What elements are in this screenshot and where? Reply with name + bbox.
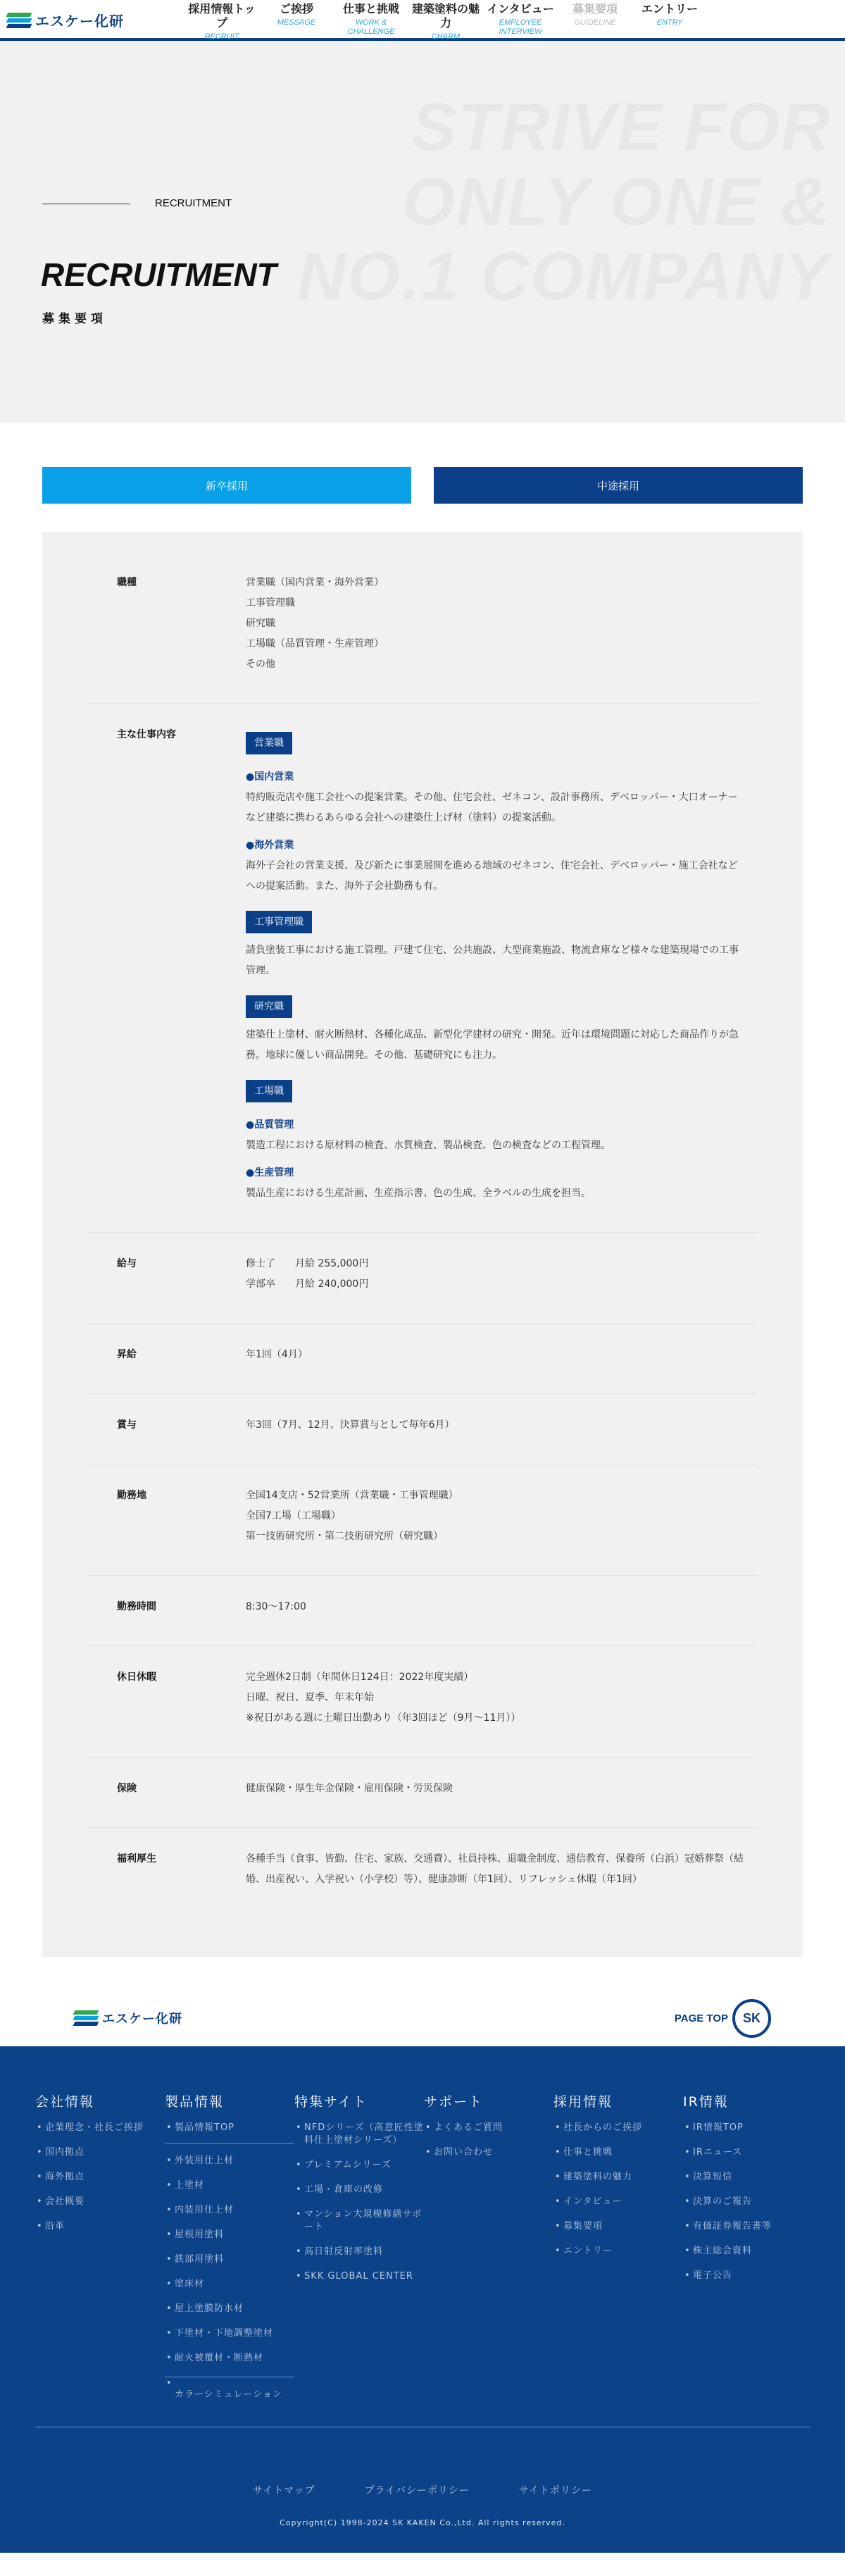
row-label: 主な仕事内容	[117, 729, 176, 740]
nav-recruit-top[interactable]: 採用情報トップ RECRUIT	[188, 4, 256, 41]
nav-message[interactable]: ご挨拶 MESSAGE	[277, 4, 316, 27]
row-value: 全国14支店・52営業所（営業職・工事管理職） 全国7工場（工場職） 第一技術研究所・第二技術研究所（研究職）	[246, 1490, 458, 1542]
site-policy-link[interactable]: サイトポリシー	[518, 2485, 592, 2496]
footer-link[interactable]: • 屋根用塗料	[165, 2229, 294, 2241]
row-label: 昇給	[117, 1349, 137, 1360]
row-bonus	[87, 1394, 758, 1464]
footer-link[interactable]: • SKK GLOBAL CENTER	[294, 2270, 424, 2283]
footer-link[interactable]: • 社長からのご挨拶	[553, 2122, 683, 2134]
subhead-production: ●生産管理	[246, 1167, 294, 1178]
sitemap-link[interactable]: サイトマップ	[253, 2485, 315, 2496]
footer-link[interactable]: • 募集要項	[553, 2220, 683, 2233]
footer-link[interactable]: • よくあるご質問	[424, 2122, 553, 2134]
footer-link[interactable]: • エントリー	[553, 2245, 683, 2258]
page-subtitle: 募集要項	[42, 312, 107, 326]
row-label: 勤務時間	[117, 1601, 156, 1612]
footer-link[interactable]: • 高日射反射率塗料	[294, 2246, 424, 2258]
row-salary	[87, 1233, 758, 1324]
tag-research: 研究職	[246, 995, 292, 1018]
privacy-policy-link[interactable]: プライバシーポリシー	[364, 2485, 470, 2496]
row-value: 各種手当（食事、皆勤、住宅、家族、交通費）、社員持株、退職金制度、通信教育、保養所（白浜）冠婚葬祭（結婚、出産祝い、入学祝い（小学校）等）、健康診断（年1回）、リフレッシュ休暇（年1回）	[246, 1853, 744, 1885]
site-header	[0, 0, 845, 41]
nav-work-challenge[interactable]: 仕事と挑戦 WORK & CHALLENGE	[342, 4, 399, 36]
footer-col-company: 会社情報 • 企業理念・社長ご挨拶 • 国内拠点 • 海外拠点 • 会社概要 • 沿革	[35, 2091, 165, 2413]
row-value: 健康保険・厚生年金保険・雇用保険・労災保険	[246, 1783, 453, 1794]
footer-link[interactable]: • 鉄部用塗料	[165, 2253, 294, 2266]
row-label: 保険	[117, 1783, 137, 1794]
row-value: 修士了 月給 255,000円 学部卒 月給 240,000円	[246, 1258, 369, 1290]
footer-link[interactable]: • 上塗材	[165, 2179, 294, 2192]
footer-link[interactable]: • マンション大規模修繕サポート	[294, 2208, 424, 2234]
footer-link[interactable]: • IRニュース	[683, 2146, 813, 2159]
footer-col-ir: IR情報 • IR情報TOP • IRニュース • 決算短信 • 決算のご報告 • 有価証券報告書等 • 株主総会資料 • 電子公告	[683, 2091, 813, 2413]
footer-link[interactable]: • 国内拠点	[35, 2146, 165, 2159]
footer-link[interactable]: • インタビュー	[553, 2196, 683, 2208]
hero-background-text: STRIVE FOR ONLY ONE & NO.1 COMPANY	[296, 89, 831, 314]
copyright: Copyright(C) 1998-2024 SK KAKEN Co.,Ltd. All rights reserved.	[280, 2518, 565, 2527]
footer-link[interactable]: • 決算のご報告	[683, 2196, 813, 2208]
footer-link[interactable]: • 会社概要	[35, 2196, 165, 2208]
site-footer	[0, 2046, 845, 2553]
row-label: 賞与	[117, 1419, 137, 1431]
row-duties	[87, 704, 758, 1233]
row-welfare	[87, 1828, 758, 1918]
page-top-icon: SK	[732, 1999, 771, 2038]
nav-interview[interactable]: インタビュー EMPLOYEE INTERVIEW	[487, 4, 554, 36]
footer-link[interactable]: • IR情報TOP	[683, 2122, 813, 2134]
footer-link[interactable]: • 屋上塗膜防水材	[165, 2303, 294, 2315]
row-value: 8:30〜17:00	[246, 1601, 306, 1612]
footer-link[interactable]: • 電子公告	[683, 2270, 813, 2282]
sk-logo-icon	[74, 2010, 98, 2026]
requirements-table	[42, 532, 803, 1957]
row-insurance	[87, 1757, 758, 1828]
row-job-type	[87, 566, 758, 704]
subhead-overseas-sales: ●海外営業	[246, 840, 294, 851]
footer-link[interactable]: • 外装用仕上材	[165, 2155, 294, 2167]
footer-bottom-links	[0, 2483, 845, 2497]
row-value: 年3回（7月、12月、決算賞与として毎年6月）	[246, 1419, 455, 1431]
tag-factory: 工場職	[246, 1080, 292, 1102]
page-title: RECRUITMENT	[41, 256, 277, 293]
footer-link[interactable]: • NFDシリーズ（高意匠性塗料仕上塗材シリーズ）	[294, 2122, 424, 2147]
footer-link[interactable]: • プレミアムシリーズ	[294, 2159, 424, 2172]
hero-eyebrow: RECRUITMENT	[155, 197, 232, 209]
logo-text: エスケー化研	[35, 13, 124, 30]
row-holidays	[87, 1646, 758, 1757]
row-value: 年1回（4月）	[246, 1349, 308, 1360]
footer-link[interactable]: • 耐火被覆材・断熱材	[165, 2352, 294, 2365]
footer-link[interactable]: • 決算短信	[683, 2171, 813, 2184]
row-value: 営業職 ●国内営業 特約販売店や施工会社への提案営業。その他、住宅会社、ゼネコン、設計事務所、デベロッパー・大口オーナーなど建築に携わるあらゆる会社への建築仕上げ材（塗料）の提案活動。 ●海外営業 海外子会社の営業支援、及び新たに事業展開を進める地域のゼネコン、住宅会社、デベロッパー・施工会社などへの提案活動。また、海外子会社勤務も有。 工事管理職 請負塗装工事における施工管理。戸建て住宅、公共施設、大型商業施設、物流倉庫など様々な建築現場での工事管理。 研究職 建築仕上塗材、耐火断熱材、各種化成品、新型化学建材の研究・開発。近年は環境問題に対応した商品作りが急務。地球に優しい商品開発。その他、基礎研究にも注力。 工場職 ●品質管理 製造工程における原材料の検査、水質検査、製品検査、色の検査などの工程管理。 ●生産管理 製品生産における生産計画、生産指示書、色の生成、全ラベルの生成を担当。	[246, 725, 758, 1204]
footer-link[interactable]: • 下塗材・下地調整塗材	[165, 2327, 294, 2340]
footer-link[interactable]: • 沿革	[35, 2220, 165, 2233]
row-hours	[87, 1576, 758, 1646]
row-label: 福利厚生	[117, 1853, 156, 1865]
tag-construction: 工事管理職	[246, 911, 312, 933]
footer-col-features: 特集サイト • NFDシリーズ（高意匠性塗料仕上塗材シリーズ） • プレミアムシリーズ • 工場・倉庫の改修 • マンション大規模修繕サポート • 高日射反射率塗料 • SKK GLOBAL CENTER	[294, 2091, 424, 2413]
company-logo[interactable]	[7, 10, 124, 30]
footer-link[interactable]: • 内装用仕上材	[165, 2204, 294, 2217]
hero-section	[0, 41, 845, 423]
footer-link[interactable]: • 工場・倉庫の改修	[294, 2184, 424, 2196]
footer-link[interactable]: • お問い合わせ	[424, 2146, 553, 2159]
subhead-domestic-sales: ●国内営業	[246, 771, 294, 783]
tag-sales: 営業職	[246, 732, 292, 754]
row-label: 休日休暇	[117, 1672, 156, 1683]
sk-logo-icon	[7, 13, 31, 28]
row-raise	[87, 1324, 758, 1394]
row-value: 営業職（国内営業・海外営業） 工事管理職 研究職 工場職（品質管理・生産管理） その他	[246, 577, 384, 670]
footer-col-recruit: 採用情報 • 社長からのご挨拶 • 仕事と挑戦 • 建築塗料の魅力 • インタビュー • 募集要項 • エントリー	[553, 2091, 683, 2413]
footer-link[interactable]: • 企業理念・社長ご挨拶	[35, 2122, 165, 2134]
footer-link[interactable]: • 塗床材	[165, 2278, 294, 2291]
page-top-button[interactable]: PAGE TOP SK	[675, 1999, 771, 2038]
footer-link[interactable]: • カラーシミュレーション	[165, 2377, 294, 2401]
footer-col-support: サポート • よくあるご質問 • お問い合わせ	[424, 2091, 553, 2413]
subhead-quality: ●品質管理	[246, 1119, 294, 1131]
footer-link[interactable]: • 株主総会資料	[683, 2245, 813, 2258]
global-nav	[184, 0, 707, 41]
footer-link[interactable]: • 仕事と挑戦	[553, 2146, 683, 2159]
tab-mid-career[interactable]: 中途採用	[434, 467, 803, 504]
tab-new-graduate[interactable]: 新卒採用	[42, 467, 411, 504]
nav-guideline[interactable]: 募集要項 GUIDELINE	[572, 4, 618, 27]
footer-top	[0, 1957, 845, 2046]
recruit-tabs	[0, 423, 845, 504]
footer-link[interactable]: • 海外拠点	[35, 2171, 165, 2184]
footer-link[interactable]: • 建築塗料の魅力	[553, 2171, 683, 2184]
footer-link[interactable]: • 製品情報TOP	[165, 2122, 294, 2143]
footer-logo[interactable]: エスケー化研	[74, 2009, 182, 2027]
nav-charm[interactable]: 建築塗料の魅力 CHARM	[411, 4, 480, 41]
nav-entry[interactable]: エントリー ENTRY	[641, 4, 698, 27]
row-location	[87, 1464, 758, 1576]
row-label: 給与	[117, 1258, 137, 1269]
row-value: 完全週休2日制（年間休日124日：2022年度実績） 日曜、祝日、夏季、年末年始 ※祝日がある週に土曜日出勤あり（年3回ほど（9月〜11月））	[246, 1672, 521, 1724]
footer-col-products: 製品情報 • 製品情報TOP • 外装用仕上材 • 上塗材 • 内装用仕上材 • 屋根用塗料 • 鉄部用塗料 • 塗床材 • 屋上塗膜防水材 • 下塗材・下地調整塗材 • 耐火被覆材・断熱材 • カラーシミュレーション	[165, 2091, 294, 2413]
footer-link[interactable]: • 有価証券報告書等	[683, 2220, 813, 2233]
row-label: 職種	[117, 577, 137, 588]
row-label: 勤務地	[117, 1490, 146, 1501]
footer-columns	[35, 2091, 813, 2413]
